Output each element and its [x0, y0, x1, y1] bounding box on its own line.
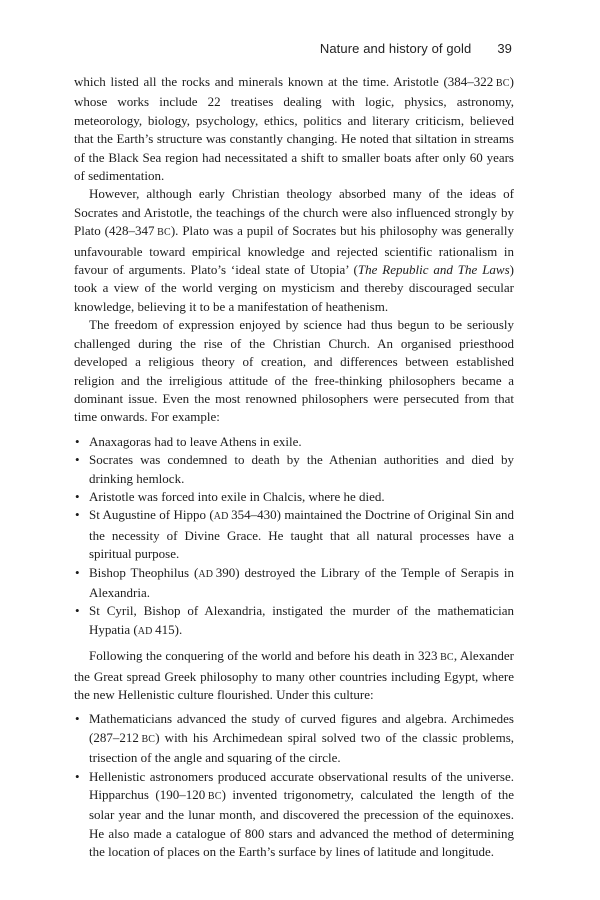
paragraph-alexander: Following the conquering of the world and before his death in 323 BC, Alexander the Great spread Greek philosophy to many other countries including Egypt, where the new Hellenistic culture flourished. Under this culture: — [74, 648, 515, 702]
page-number: 39 — [497, 41, 512, 56]
bullet-icon: • — [75, 564, 80, 580]
bullet-icon: • — [75, 711, 80, 727]
running-title: Nature and history of gold — [319, 41, 472, 56]
bullet-icon: • — [75, 488, 80, 504]
bullet-icon: • — [75, 452, 80, 468]
bullet-icon: • — [75, 768, 80, 784]
list-item: • Bishop Theophilus (AD 390) destroyed the Library of the Temple of Serapis in Alexandria. — [75, 564, 514, 600]
list-item: • Anaxagoras had to leave Athens in exile. — [74, 433, 514, 451]
paragraph-church: The freedom of expression enjoyed by science had thus begun to be seriously challenged during the rise of the Christian Church. An organised priesthood developed a religious theory of creation, and differences between established religion and the irreligious attitude of the free-thinking philosophers became a dominant issue. Even the most renowned philosophers were persecuted from that time onwards. For example: — [74, 317, 514, 425]
list-item: • Mathematicians advanced the study of curved figures and algebra. Archimedes (287–212 BC) with his Archimedean spiral solved two of the classic problems, trisection of the angle and squaring of the circle. — [75, 711, 514, 766]
hellenistic-list — [74, 710, 514, 861]
list-item: • St Cyril, Bishop of Alexandria, instigated the murder of the mathematician Hypatia (AD 415). — [75, 603, 514, 637]
bullet-icon: • — [75, 433, 80, 449]
paragraph-plato: However, although early Christian theology absorbed many of the ideas of Socrates and Aristotle, the teachings of the church were also influenced strongly by Plato (428–347 BC). Plato was a pupil of Socrates but his philosophy was generally unfavourable toward empirical knowledge and rejected scientific rationalism in favour of arguments. Plato’s ‘ideal state of Utopia’ (The Republic and The Laws) took a view of the world verging on mysticism and thereby discouraged secular knowledge, believing it to be a manifestation of heathenism. — [74, 186, 514, 314]
bullet-icon: • — [75, 507, 80, 523]
book-title: The Republic and The Laws — [357, 262, 510, 278]
running-header — [320, 41, 512, 56]
page-body — [74, 73, 514, 868]
list-item: • Aristotle was forced into exile in Chalcis, where he died. — [74, 488, 514, 506]
list-item: • Socrates was condemned to death by the Athenian authorities and died by drinking hemlock. — [75, 452, 514, 486]
list-item: • St Augustine of Hippo (AD 354–430) maintained the Doctrine of Original Sin and the necessity of Divine Grace. He taught that all natural processes have a spiritual purpose. — [75, 507, 514, 562]
bullet-icon: • — [75, 603, 80, 619]
list-item: • Hellenistic astronomers produced accurate observational results of the universe. Hipparchus (190–120 BC) invented trigonometry, calculated the length of the solar year and the lunar month, and discovered the precession of the equinoxes. He also made a catalogue of 800 stars and advanced the method of determining the location of places on the Earth’s surface by lines of latitude and longitude. — [75, 768, 514, 860]
paragraph-aristotle: which listed all the rocks and minerals known at the time. Aristotle (384–322 BC) whose works include 22 treatises dealing with logic, physics, astronomy, meteorology, biology, psychology, ethics, politics and literary criticism, believed that the Earth’s structure was constantly changing. He noted that siltation in streams of the Black Sea region had necessitated a shift to smaller boats after only 60 years of sedimentation. — [74, 74, 514, 184]
persecution-list — [74, 433, 514, 641]
